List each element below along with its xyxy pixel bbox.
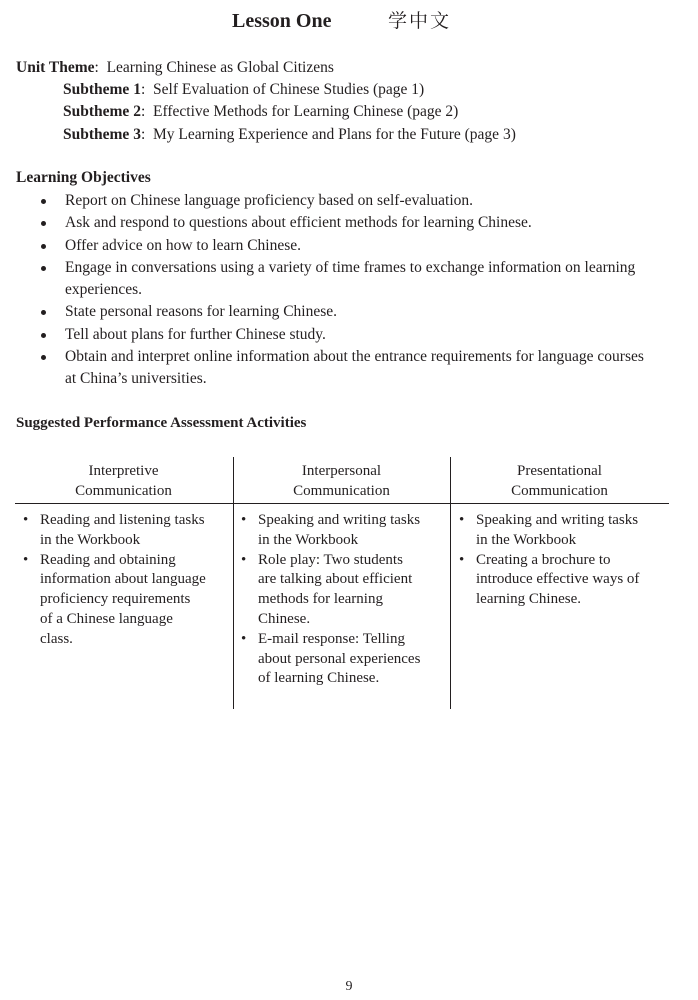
unit-theme-text: Learning Chinese as Global Citizens: [106, 59, 334, 76]
activity-line: Chinese.: [258, 610, 311, 627]
activity-item: [20, 551, 230, 650]
chinese-title: 学中文: [388, 10, 452, 32]
activity-line: Speaking and writing tasks: [476, 512, 639, 528]
activity-line: class.: [40, 630, 73, 647]
activity-item: [456, 511, 668, 551]
column-header-line: Interpretive: [88, 463, 159, 479]
objective-item: [36, 324, 656, 346]
page-title: Lesson One: [232, 10, 332, 32]
subtheme-list: [63, 79, 516, 146]
bullet-icon: [41, 333, 46, 338]
subtheme-label: Subtheme 2: [63, 103, 141, 121]
objectives-heading: Learning Objectives: [16, 169, 151, 186]
column-list-interpretive: [20, 511, 230, 650]
objective-item: [36, 346, 656, 391]
unit-theme-label: Unit Theme: [16, 59, 95, 76]
bullet-icon: [41, 266, 46, 271]
column-header-interpersonal: [233, 461, 450, 501]
objective-text: Tell about plans for further Chinese study.: [65, 325, 326, 343]
column-list-presentational: [456, 511, 668, 610]
activity-line: Reading and listening tasks: [40, 512, 205, 528]
column-header-line: Communication: [511, 483, 608, 499]
subtheme-label: Subtheme 3: [63, 125, 141, 143]
bullet-icon: •: [241, 551, 247, 568]
activity-line: Creating a brochure to: [476, 551, 611, 568]
activity-line: Speaking and writing tasks: [258, 512, 421, 528]
objective-text: Ask and respond to questions about efficient methods for learning Chinese.: [65, 214, 532, 232]
bullet-icon: •: [23, 551, 29, 568]
objective-text: Obtain and interpret online information about the entrance requirements for language courses at China’s universities.: [65, 348, 644, 388]
column-header-line: Communication: [75, 483, 172, 499]
column-header-line: Interpersonal: [301, 463, 382, 479]
activity-line: introduce effective ways of: [476, 571, 640, 588]
objectives-list: [36, 190, 656, 391]
activity-line: are talking about efficient: [258, 571, 413, 588]
bullet-icon: •: [459, 551, 465, 568]
objective-item: [36, 235, 656, 257]
column-header-presentational: [451, 461, 668, 501]
activity-line: E-mail response: Telling: [258, 630, 405, 647]
subtheme-item: Subtheme 2: Effective Methods for Learning Chinese (page 2): [63, 103, 459, 121]
activity-line: in the Workbook: [258, 531, 359, 548]
assessment-table: [15, 457, 669, 709]
subtheme-label: Subtheme 1: [63, 81, 141, 98]
objective-item: [36, 212, 656, 234]
unit-theme: Unit Theme: Learning Chinese as Global Citizens: [16, 59, 334, 76]
column-list-interpersonal: [238, 511, 448, 689]
bullet-icon: •: [241, 512, 247, 528]
assessment-heading: Suggested Performance Assessment Activities: [16, 415, 307, 431]
bullet-icon: •: [459, 512, 465, 528]
activity-line: proficiency requirements: [40, 591, 191, 608]
bullet-icon: [41, 221, 46, 226]
bullet-icon: •: [23, 512, 29, 528]
column-header-line: Communication: [293, 483, 390, 499]
activity-line: Reading and obtaining: [40, 551, 176, 568]
column-header-interpretive: [15, 461, 232, 501]
objective-item: [36, 257, 656, 302]
activity-line: in the Workbook: [40, 531, 141, 548]
objective-item: [36, 301, 656, 323]
objective-text: Report on Chinese language proficiency based on self-evaluation.: [65, 192, 474, 209]
bullet-icon: •: [241, 630, 247, 647]
subtheme-text: My Learning Experience and Plans for the Future (page 3): [153, 125, 516, 143]
activity-item: [238, 630, 448, 689]
subtheme-text: Effective Methods for Learning Chinese (page 2): [153, 103, 459, 121]
activity-item: [238, 511, 448, 551]
activity-item: [20, 511, 230, 551]
bullet-icon: [41, 199, 46, 204]
activity-line: of a Chinese language: [40, 610, 173, 627]
objective-text: Offer advice on how to learn Chinese.: [65, 236, 302, 254]
activity-line: of learning Chinese.: [258, 670, 380, 687]
objective-item: [36, 190, 656, 212]
activity-item: [238, 551, 448, 630]
title-row: [0, 7, 698, 35]
activity-line: Role play: Two students: [258, 551, 403, 568]
table-header-rule: [15, 503, 669, 504]
activity-line: in the Workbook: [476, 531, 577, 548]
column-header-line: Presentational: [517, 463, 602, 479]
bullet-icon: [41, 355, 46, 360]
bullet-icon: [41, 310, 46, 315]
subtheme-item: Subtheme 3: My Learning Experience and Plans for the Future (page 3): [63, 125, 516, 143]
bullet-icon: [41, 244, 46, 249]
activity-line: methods for learning: [258, 591, 383, 608]
activity-line: information about language: [40, 571, 206, 588]
activity-line: learning Chinese.: [476, 591, 581, 608]
activity-item: [456, 551, 668, 610]
objective-text: Engage in conversations using a variety of time frames to exchange information on learning experiences.: [65, 258, 636, 299]
objective-text: State personal reasons for learning Chinese.: [65, 303, 338, 321]
page-number: 9: [345, 979, 353, 994]
subtheme-text: Self Evaluation of Chinese Studies (page 1): [153, 81, 425, 98]
subtheme-item: Subtheme 1: Self Evaluation of Chinese Studies (page 1): [63, 81, 425, 98]
activity-line: about personal experiences: [258, 650, 421, 667]
